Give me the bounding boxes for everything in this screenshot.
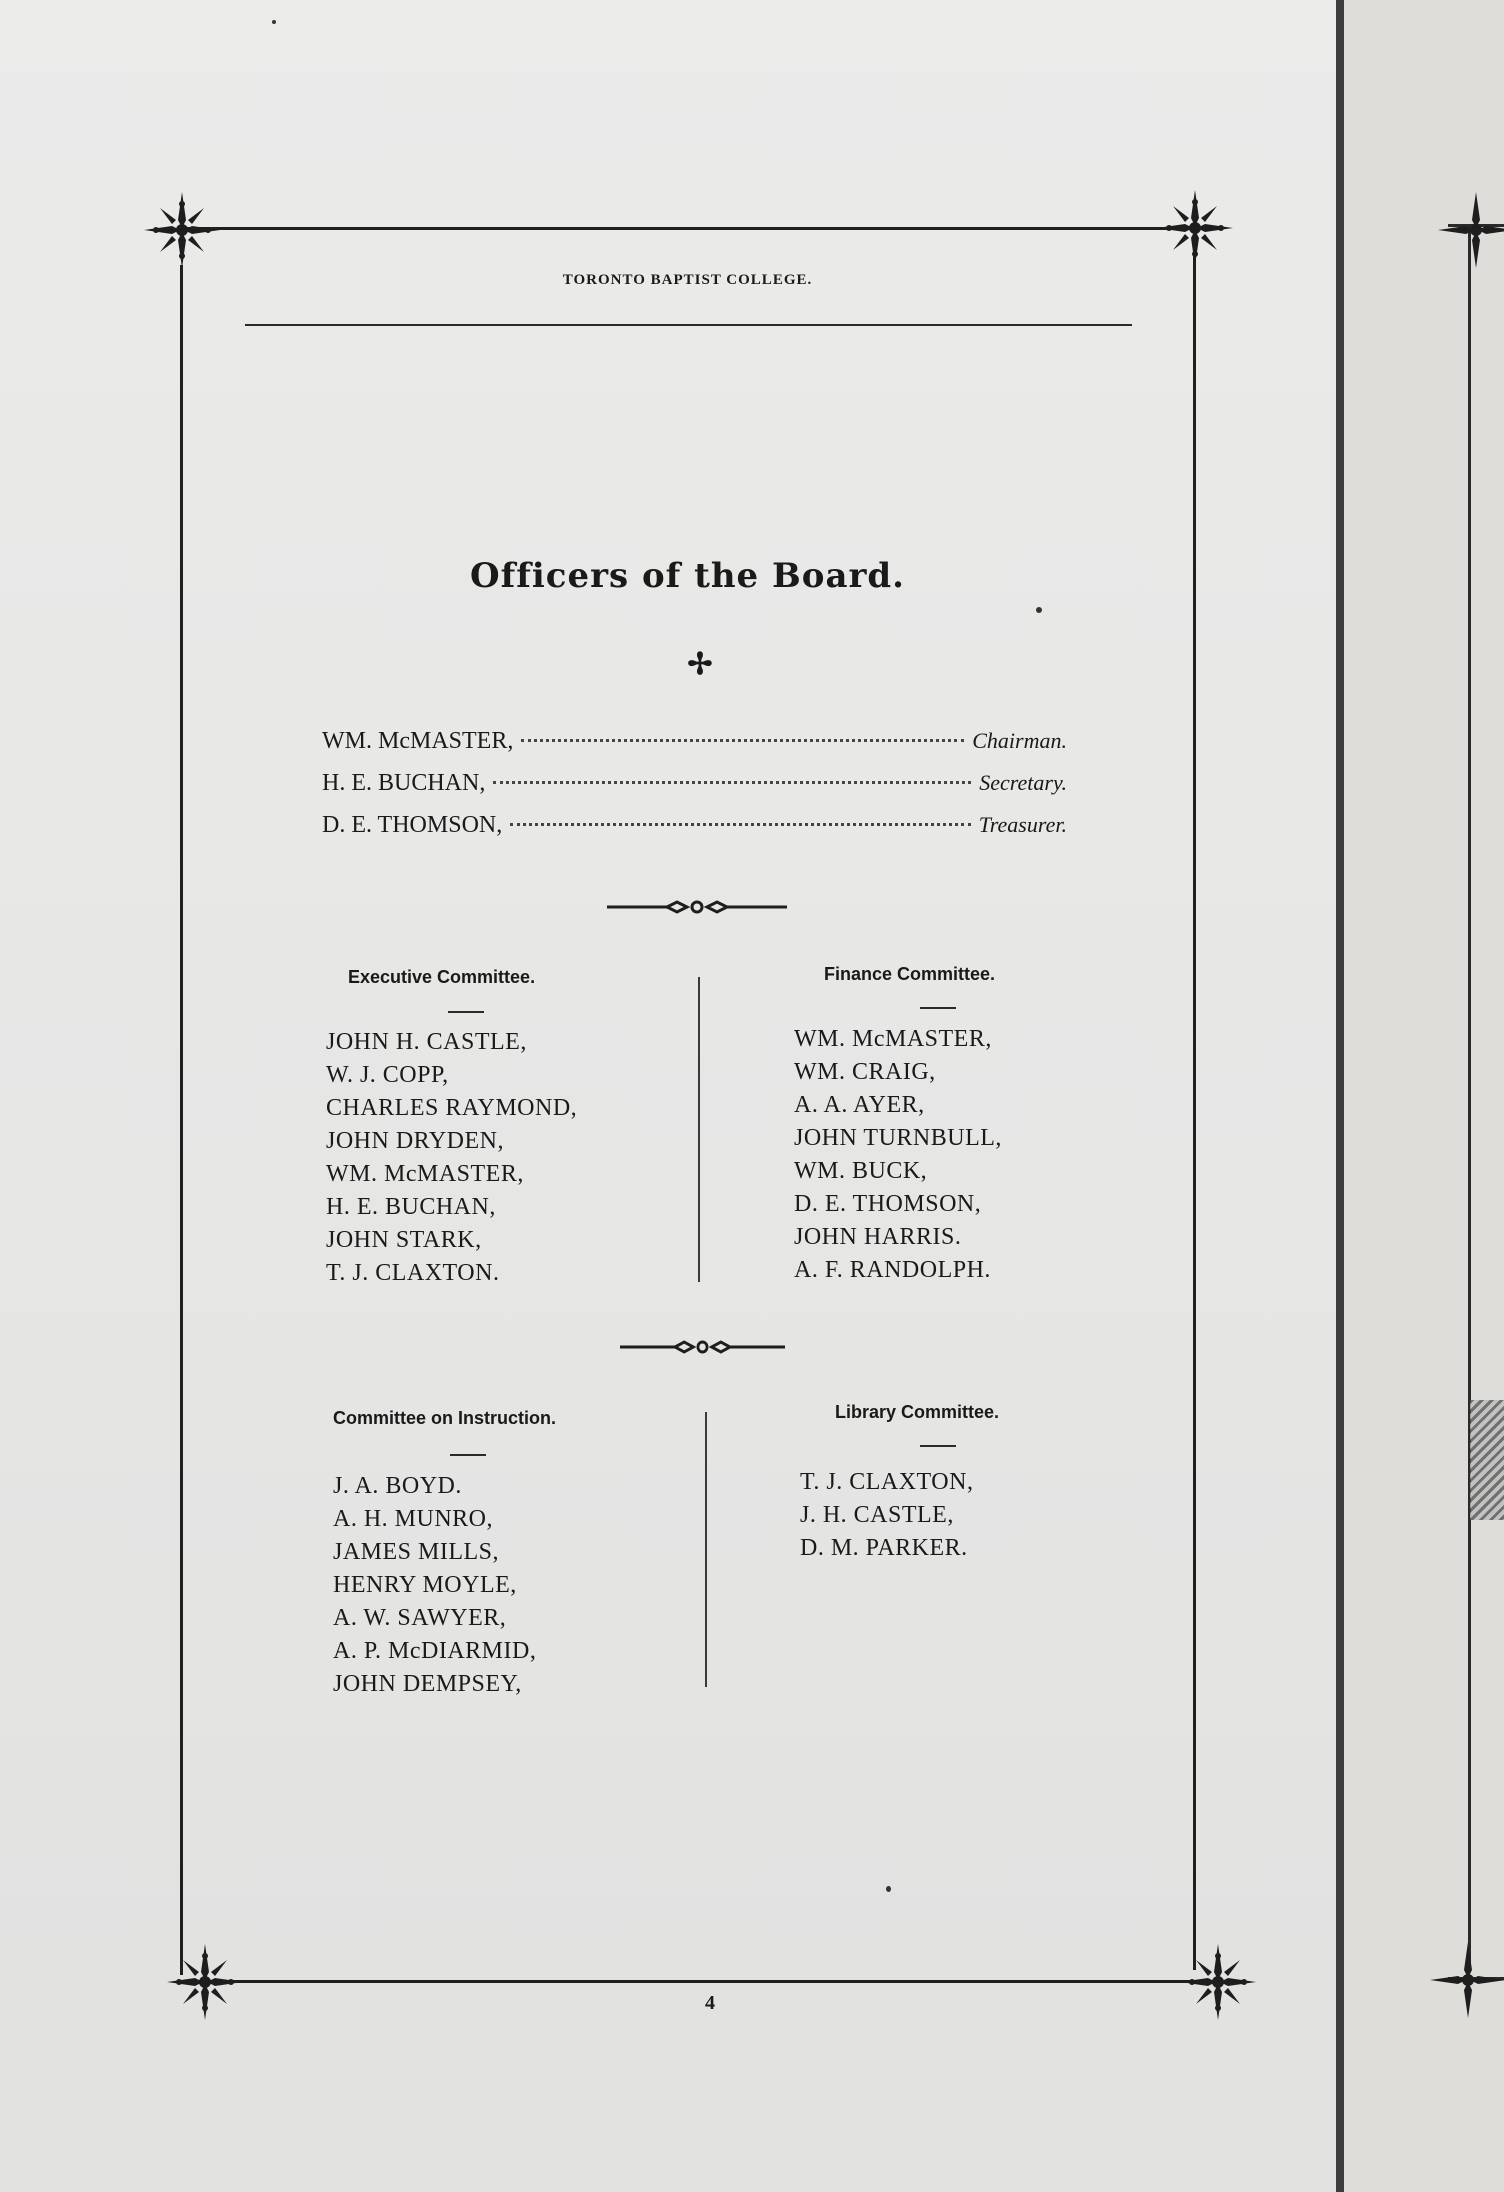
facing-page-edge	[1344, 0, 1504, 2192]
list-item: A. H. MUNRO,	[333, 1506, 494, 1532]
ink-speck	[1036, 607, 1042, 613]
officers-list	[322, 728, 1067, 854]
corner-ornament-icon	[1178, 1942, 1258, 2022]
leader-dots	[521, 739, 964, 742]
list-item: WM. BUCK,	[794, 1158, 928, 1184]
ornamental-divider	[620, 1337, 785, 1357]
page-number: 4	[705, 1992, 715, 2014]
officer-name: H. E. BUCHAN,	[322, 770, 486, 796]
facing-page-engraving	[1470, 1400, 1504, 1520]
frame-left-rule	[180, 265, 183, 1975]
heading-rule	[920, 1445, 956, 1447]
list-item: WM. McMASTER,	[794, 1026, 992, 1052]
officer-role: Treasurer.	[978, 812, 1067, 837]
library-committee-list	[800, 1466, 973, 1565]
committee-heading: Library Committee.	[835, 1402, 1000, 1422]
ink-speck	[886, 1886, 891, 1892]
list-item: D. M. PARKER.	[800, 1535, 968, 1561]
committee-heading: Finance Committee.	[824, 964, 996, 984]
officer-row	[322, 812, 1067, 854]
list-item: JOHN HARRIS.	[794, 1224, 962, 1250]
list-item: T. J. CLAXTON,	[800, 1469, 974, 1495]
heading-rule	[920, 1007, 956, 1009]
leader-dots	[510, 823, 971, 826]
list-item: JOHN TURNBULL,	[794, 1125, 1002, 1151]
heading-rule	[448, 1011, 484, 1013]
officer-name: D. E. THOMSON,	[322, 812, 503, 838]
list-item: JAMES MILLS,	[333, 1539, 500, 1565]
list-item: J. H. CASTLE,	[800, 1502, 954, 1528]
running-head: TORONTO BAPTIST COLLEGE.	[562, 272, 813, 288]
list-item: WM. McMASTER,	[326, 1161, 524, 1187]
column-rule	[705, 1412, 707, 1687]
leader-dots	[493, 781, 971, 784]
ink-speck	[272, 20, 276, 24]
frame-top-rule	[180, 227, 1195, 230]
committee-heading: Committee on Instruction.	[333, 1408, 557, 1428]
corner-ornament-icon	[165, 1942, 245, 2022]
corner-ornament-icon	[142, 190, 222, 270]
officer-row	[322, 770, 1067, 812]
book-gutter	[1336, 0, 1344, 2192]
ornamental-divider	[607, 897, 787, 917]
officer-row	[322, 728, 1067, 770]
list-item: JOHN DRYDEN,	[326, 1128, 505, 1154]
list-item: J. A. BOYD.	[333, 1473, 462, 1499]
list-item: H. E. BUCHAN,	[326, 1194, 496, 1220]
list-item: T. J. CLAXTON.	[326, 1260, 500, 1286]
list-item: A. F. RANDOLPH.	[794, 1257, 991, 1283]
heading-rule	[450, 1454, 486, 1456]
list-item: A. A. AYER,	[794, 1092, 925, 1118]
officer-role: Secretary.	[979, 770, 1067, 795]
column-rule	[698, 977, 700, 1282]
list-item: JOHN DEMPSEY,	[333, 1671, 522, 1697]
facing-page-border	[1468, 225, 1471, 1970]
list-item: JOHN H. CASTLE,	[326, 1029, 527, 1055]
frame-right-rule	[1193, 250, 1196, 1970]
committee-heading: Executive Committee.	[348, 967, 536, 987]
officer-role: Chairman.	[972, 728, 1067, 753]
list-item: JOHN STARK,	[326, 1227, 482, 1253]
frame-bottom-rule	[205, 1980, 1220, 1983]
running-head-rule	[245, 324, 1132, 326]
corner-ornament-icon	[1155, 188, 1235, 268]
list-item: W. J. COPP,	[326, 1062, 449, 1088]
corner-ornament-icon	[1436, 190, 1504, 270]
list-item: CHARLES RAYMOND,	[326, 1095, 578, 1121]
list-item: A. W. SAWYER,	[333, 1605, 507, 1631]
finance-committee-list	[794, 1023, 1002, 1287]
list-item: D. E. THOMSON,	[794, 1191, 982, 1217]
instruction-committee-list	[333, 1470, 536, 1701]
list-item: WM. CRAIG,	[794, 1059, 936, 1085]
page-title: Officers of the Board.	[469, 556, 905, 596]
list-item: HENRY MOYLE,	[333, 1572, 517, 1598]
officer-name: WM. McMASTER,	[322, 728, 514, 754]
corner-ornament-icon	[1428, 1940, 1504, 2020]
executive-committee-list	[326, 1026, 577, 1290]
list-item: A. P. McDIARMID,	[333, 1638, 537, 1664]
title-ornament-icon: ✢	[687, 648, 713, 681]
